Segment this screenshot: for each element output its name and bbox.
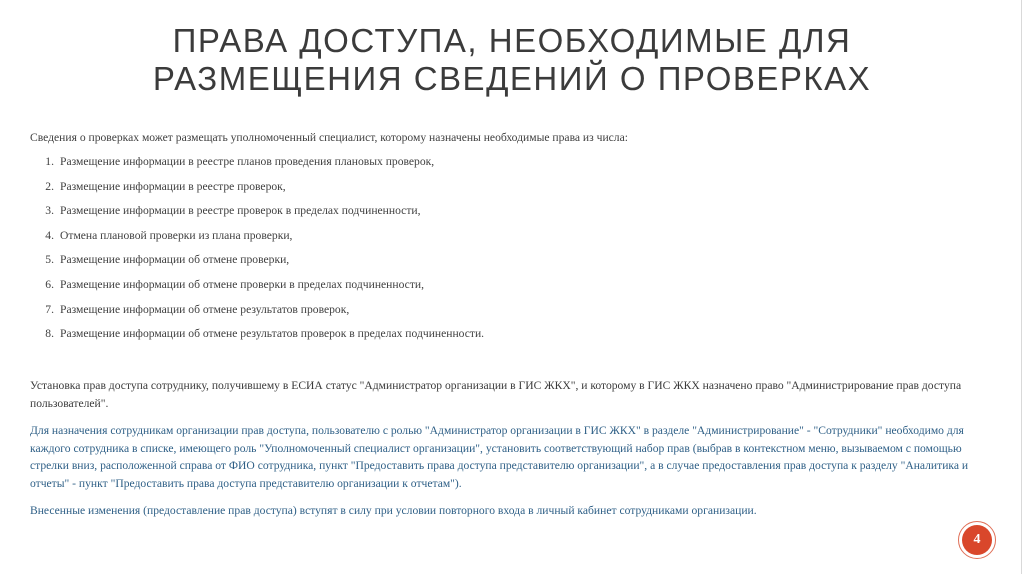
list-item-number: 8. — [45, 327, 54, 341]
paragraph-rights-setup: Установка прав доступа сотруднику, получившему в ЕСИА статус "Администратор организации в ГИС ЖКХ", и которому в ГИС ЖКХ назначено право "Администрирование прав доступа пользователей". — [30, 379, 962, 410]
list-item-text: Размещение информации в реестре проверок в пределах подчиненности, — [60, 204, 421, 218]
list-item — [30, 303, 484, 328]
list-item — [30, 155, 484, 180]
list-item-text: Отмена плановой проверки из плана проверки, — [60, 228, 293, 242]
slide-title-line-1: ПРАВА ДОСТУПА, НЕОБХОДИМЫЕ ДЛЯ — [172, 22, 852, 59]
list-item-text: Размещение информации об отмене проверки, — [60, 253, 290, 267]
list-item-number: 5. — [45, 253, 54, 267]
intro-text: Сведения о проверках может размещать уполномоченный специалист, которому назначены необходимые права из числа: — [30, 131, 628, 144]
list-item — [30, 327, 484, 352]
list-item-text: Размещение информации об отмене проверки в пределах подчиненности, — [60, 277, 424, 291]
list-item-text: Размещение информации в реестре проверок, — [60, 179, 286, 193]
list-item-text: Размещение информации об отмене результатов проверок в пределах подчиненности. — [60, 327, 485, 341]
list-item-number: 3. — [45, 204, 54, 218]
list-item-number: 4. — [45, 228, 54, 242]
list-item-number: 7. — [45, 302, 54, 316]
list-item — [30, 180, 484, 205]
list-item-number: 2. — [45, 179, 54, 193]
list-item-text: Размещение информации в реестре планов проведения плановых проверок, — [60, 155, 435, 168]
slide-title-line-2: РАЗМЕЩЕНИЯ СВЕДЕНИЙ О ПРОВЕРКАХ — [152, 60, 872, 97]
list-item — [30, 204, 484, 229]
rights-list — [30, 155, 484, 352]
list-item — [30, 253, 484, 278]
paragraph-changes-effect: Внесенные изменения (предоставление прав доступа) вступят в силу при условии повторного входа в личный кабинет сотрудниками организации. — [30, 504, 757, 517]
list-item — [30, 278, 484, 303]
list-item — [30, 229, 484, 254]
page-number-badge — [958, 521, 996, 559]
list-item-number: 6. — [45, 277, 54, 291]
list-item-text: Размещение информации об отмене результатов проверок, — [60, 302, 350, 316]
list-item-number: 1. — [45, 155, 54, 168]
slide-title — [0, 22, 1024, 98]
paragraph-assignment-instructions: Для назначения сотрудникам организации прав доступа, пользователю с ролью "Администратор организации в ГИС ЖКХ" в разделе "Администрирование" - "Сотрудники" необходимо для каждого сотрудника в списке, имеющего роль "Уполномоченный специалист организации", установить соответствующий набор прав (выбрав в контекстном меню, вызываемом с помощью стрелки вниз, расположенной справа от ФИО сотрудника, пункт "Предоставить права доступа представителю организации", а в случае предоставления прав доступа к разделу "Аналитика и отчеты" - пункт "Предоставить права доступа представителю организации к отчетам"). — [30, 424, 969, 490]
page-number: 4 — [962, 525, 992, 555]
